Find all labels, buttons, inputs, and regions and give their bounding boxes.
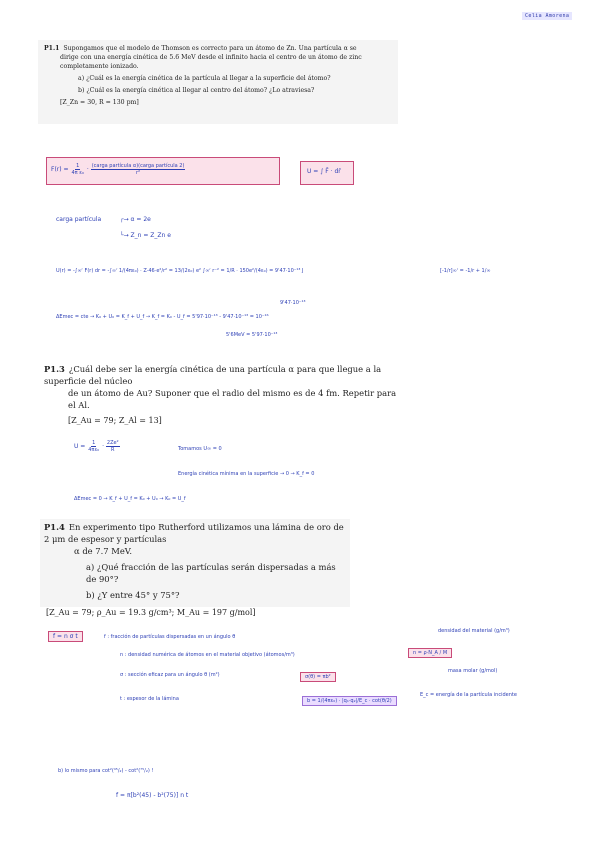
problem-data: [Z_Au = 79; ρ_Au = 19.3 g/cm³; M_Au = 197 g/mol] <box>46 608 256 617</box>
n-formula-box: n = ρ·N_A / M <box>408 648 452 658</box>
author-name-tag: Celia Amorena <box>522 12 572 20</box>
charge-nucleus: └→ Z_n = Z_Zn e <box>120 232 171 239</box>
problem-1-1 <box>38 40 398 124</box>
charge-label: carga partícula <box>56 216 102 223</box>
question-b: b) ¿Cuál es la energía cinética al llegar al centro del átomo? ¿Lo atraviesa? <box>78 87 315 94</box>
n-description: n : densidad numérica de átomos en el material objetivo (átomos/m³) <box>120 652 295 658</box>
problem-data: [Z_Zn = 30, R = 130 pm] <box>60 99 139 106</box>
problem-text: En experimento tipo Rutherford utilizamos una lámina de oro de 2 μm de espesor y partículas <box>44 522 344 544</box>
problem-text: Supongamos que el modelo de Thomson es correcto para un átomo de Zn. Una partícula α se <box>63 45 357 52</box>
problem-number: P1.4 <box>44 522 65 532</box>
question-a: a) ¿Cuál es la energía cinética de la partícula al llegar a la superficie del átomo? <box>78 75 331 82</box>
problem-data: [Z_Au = 79; Z_Al = 13] <box>68 416 162 425</box>
problem-1-4 <box>40 519 350 617</box>
question-b: b) ¿Y entre 45° y 75°? <box>86 590 180 600</box>
part-b-note: b) lo mismo para cot²(⁴⁵/₂) - cot²(⁷⁵/₂) ! <box>58 768 154 774</box>
kinetic-energy-label: E_c = energía de la partícula incidente <box>420 692 517 698</box>
impact-parameter-box: b = 1/(4πε₀) · |q₁·q₂|/E_c · cot(θ/2) <box>302 696 397 706</box>
problem-text: completamente ionizado. <box>60 63 139 70</box>
minimum-energy-note: Energía cinética mínima en la superficie → 0 → K_f = 0 <box>178 471 315 477</box>
problem-1-3 <box>44 363 404 427</box>
problem-number: P1.3 <box>44 364 65 374</box>
problem-text: de un átomo de Au? Suponer que el radio del mismo es de 4 fm. Repetir para el Al. <box>68 388 397 410</box>
problem-text: ¿Cuál debe ser la energía cinética de una partícula α para que llegue a la superficie del núcleo <box>44 364 382 386</box>
molar-mass-label: masa molar (g/mol) <box>448 668 498 674</box>
potential-formula: U = $\frac{1}{\text{4πε₀}}$ · $\frac{\text{2Ze²}}{R}$ <box>74 440 119 453</box>
fraction-formula-box: f = n σ t <box>48 631 83 642</box>
integral-bracket-note: [-1/r]∞ʳ = -1/r + 1/∞ <box>440 268 491 274</box>
emev-note: 5'6MeV = 5'97·10⁻¹³ <box>226 332 278 338</box>
sigma-description: σ : sección eficaz para un ángulo θ (m²) <box>120 672 220 678</box>
work-formula: U = ∫ F̄ · dr̄ <box>307 168 341 175</box>
k0-note: 9'47·10⁻¹³ <box>280 300 306 306</box>
force-expression: $\frac{\text{(carga partícula α)(carga partícula 2)}}{\text{r²}}$ <box>91 163 185 176</box>
zero-reference-note: Tomamos U∞ = 0 <box>178 446 222 452</box>
problem-text: α de 7.7 MeV. <box>74 546 133 556</box>
fraction-result: f = π[b²(45) - b²(75)] n t <box>116 792 189 799</box>
energy-conservation: ΔEmec = cte → K₀ + U₀ = K_f + U_f → K_f = K₀ - U_f = 5'97·10⁻¹³ - 9'47·10⁻¹³ = 10⁻¹⁶ <box>56 314 269 320</box>
force-label: F(r) = <box>51 166 69 173</box>
t-description: t : espesor de la lámina <box>120 696 179 702</box>
coulomb-constant: $\frac{1}{\text{4π ε₀}}$ <box>71 163 84 176</box>
energy-conservation-2: ΔEmec = 0 → K_f + U_f = K₀ + U₀ → K₀ = U_f <box>74 496 186 502</box>
cross-section-box: σ(θ) = πb² <box>300 672 336 682</box>
force-formula: F(r) = $\frac{1}{\text{4π ε₀}}$ · $\frac{\text{(carga partícula α)(carga partícula 2)}}{\text{r²}}$ <box>51 163 185 176</box>
charge-alpha: ┌→ α = 2e <box>120 216 151 223</box>
question-a: a) ¿Qué fracción de las partículas serán dispersadas a más de 90°? <box>86 562 336 584</box>
density-label: densidad del material (g/m³) <box>438 628 510 634</box>
problem-number: P1.1 <box>44 45 60 52</box>
problem-text: dirige con una energía cinética de 5.6 MeV desde el infinito hacia el centro de un átomo de zinc <box>60 54 362 61</box>
f-description: f : fracción de partículas dispersadas en un ángulo θ <box>104 634 236 640</box>
potential-integral: U(r) = -∫∞ʳ F(r) dr = -∫∞ʳ 1/(4πε₀) · Z·46·e²/r² = 13/(2ε₀) e² ∫∞ʳ r⁻² = 1/R · 150e²/(4ε₀) = 9'47·10⁻¹³ J <box>56 268 304 274</box>
